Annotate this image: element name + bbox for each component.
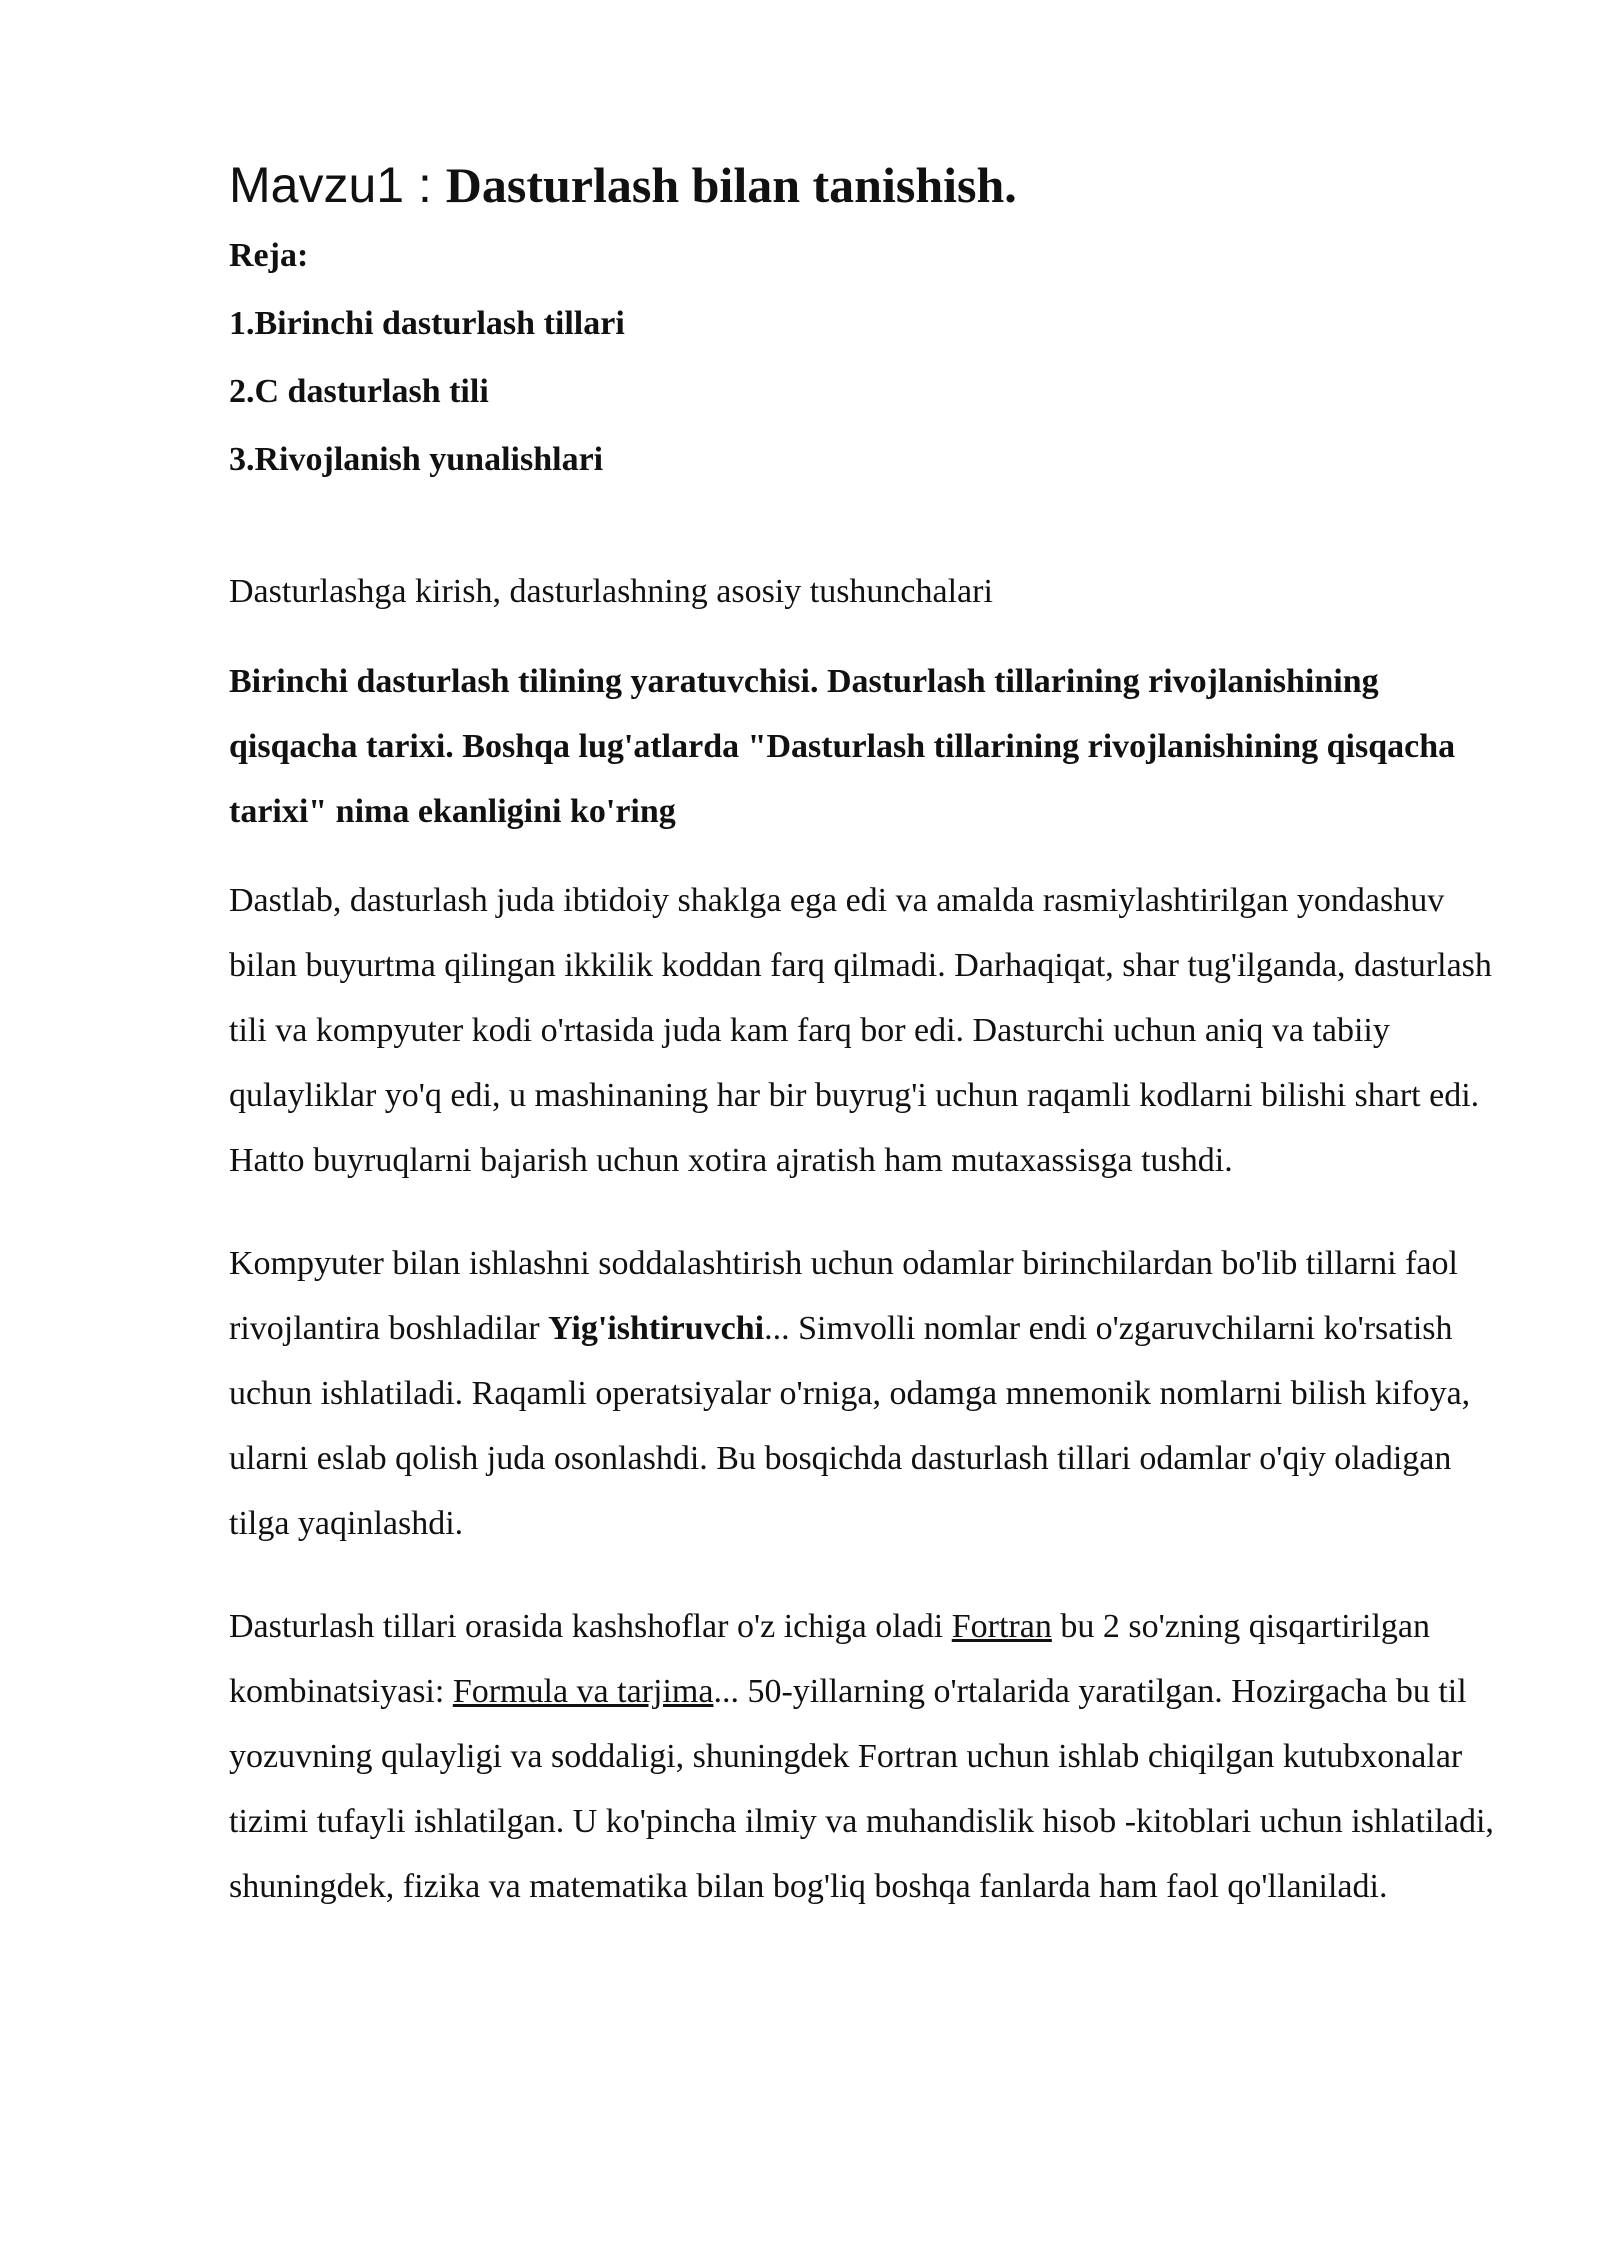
page-title [229,150,1499,220]
paragraph-3-text-end: ... 50-yillarning o'rtalarida yaratilgan. Hozirgacha bu til yozuvning qulayligi va soddaligi, shuningdek Fortran uchun ishlab chiqilgan kutubxonalar tizimi tufayli ishlatilgan. U ko'pincha ilmiy va muhandislik hisob -kitoblari uchun ishlatiladi, shuningdek, fizika va matematika bilan bog'liq boshqa fanlarda ham faol qo'llaniladi. [229,1673,1494,1905]
paragraph-1: Dastlab, dasturlash juda ibtidoiy shaklga ega edi va amalda rasmiylashtirilgan yondashuv bilan buyurtma qilingan ikkilik koddan farq qilmadi. Darhaqiqat, shar tug'ilganda, dasturlash tili va kompyuter kodi o'rtasida juda kam farq bor edi. Dasturchi uchun aniq va tabiiy qulayliklar yo'q edi, u mashinaning har bir buyrug'i uchun raqamli kodlarni bilishi shart edi. Hatto buyruqlarni bajarish uchun xotira ajratish ham mutaxassisga tushdi. [229,882,1492,1179]
paragraph-3 [229,1594,1499,1919]
paragraph-2-bold-term: Yig'ishtiruvchi [548,1310,765,1347]
formula-translation-link[interactable]: Formula va tarjima [452,1673,714,1710]
plan-item: 1.Birinchi dasturlash tillari [229,305,625,342]
lead-paragraph: Birinchi dasturlash tilining yaratuvchisi. Dasturlash tillarining rivojlanishining qisqacha tarixi. Boshqa lug'atlarda "Dasturlash tillarining rivojlanishining qisqacha tarixi" nima ekanligini ko'ring [229,663,1456,830]
title-prefix: Mavzu1 : [229,157,446,213]
document-body [229,150,1499,1919]
paragraph-2 [229,1231,1499,1556]
plan-item: 2.C dasturlash tili [229,373,489,410]
paragraph-3-text: Dasturlash tillari orasida kashshoflar o'z ichiga oladi [229,1608,952,1645]
fortran-link[interactable]: Fortran [951,1608,1052,1645]
paragraph-3-text-middle: bu 2 so'zning qisqartirilgan kombinatsiyasi: [229,1608,1431,1710]
plan-item: 3.Rivojlanish yunalishlari [229,441,604,478]
title-main: Dasturlash bilan tanishish. [445,157,1017,213]
intro-line: Dasturlashga kirish, dasturlashning asosiy tushunchalari [229,573,993,610]
plan-list [229,299,1499,485]
paragraph-2-text-end: ... Simvolli nomlar endi o'zgaruvchilarni ko'rsatish uchun ishlatiladi. Raqamli operatsiyalar o'rniga, odamga mnemonik nomlarni bilish kifoya, ularni eslab qolish juda osonlashdi. Bu bosqichda dasturlash tillari odamlar o'qiy oladigan tilga yaqinlashdi. [229,1310,1471,1542]
plan-heading: Reja: [229,237,309,274]
paragraph-2-text: Kompyuter bilan ishlashni soddalashtirish uchun odamlar birinchilardan bo'lib tillarni faol rivojlantira boshladilar [229,1245,1458,1347]
